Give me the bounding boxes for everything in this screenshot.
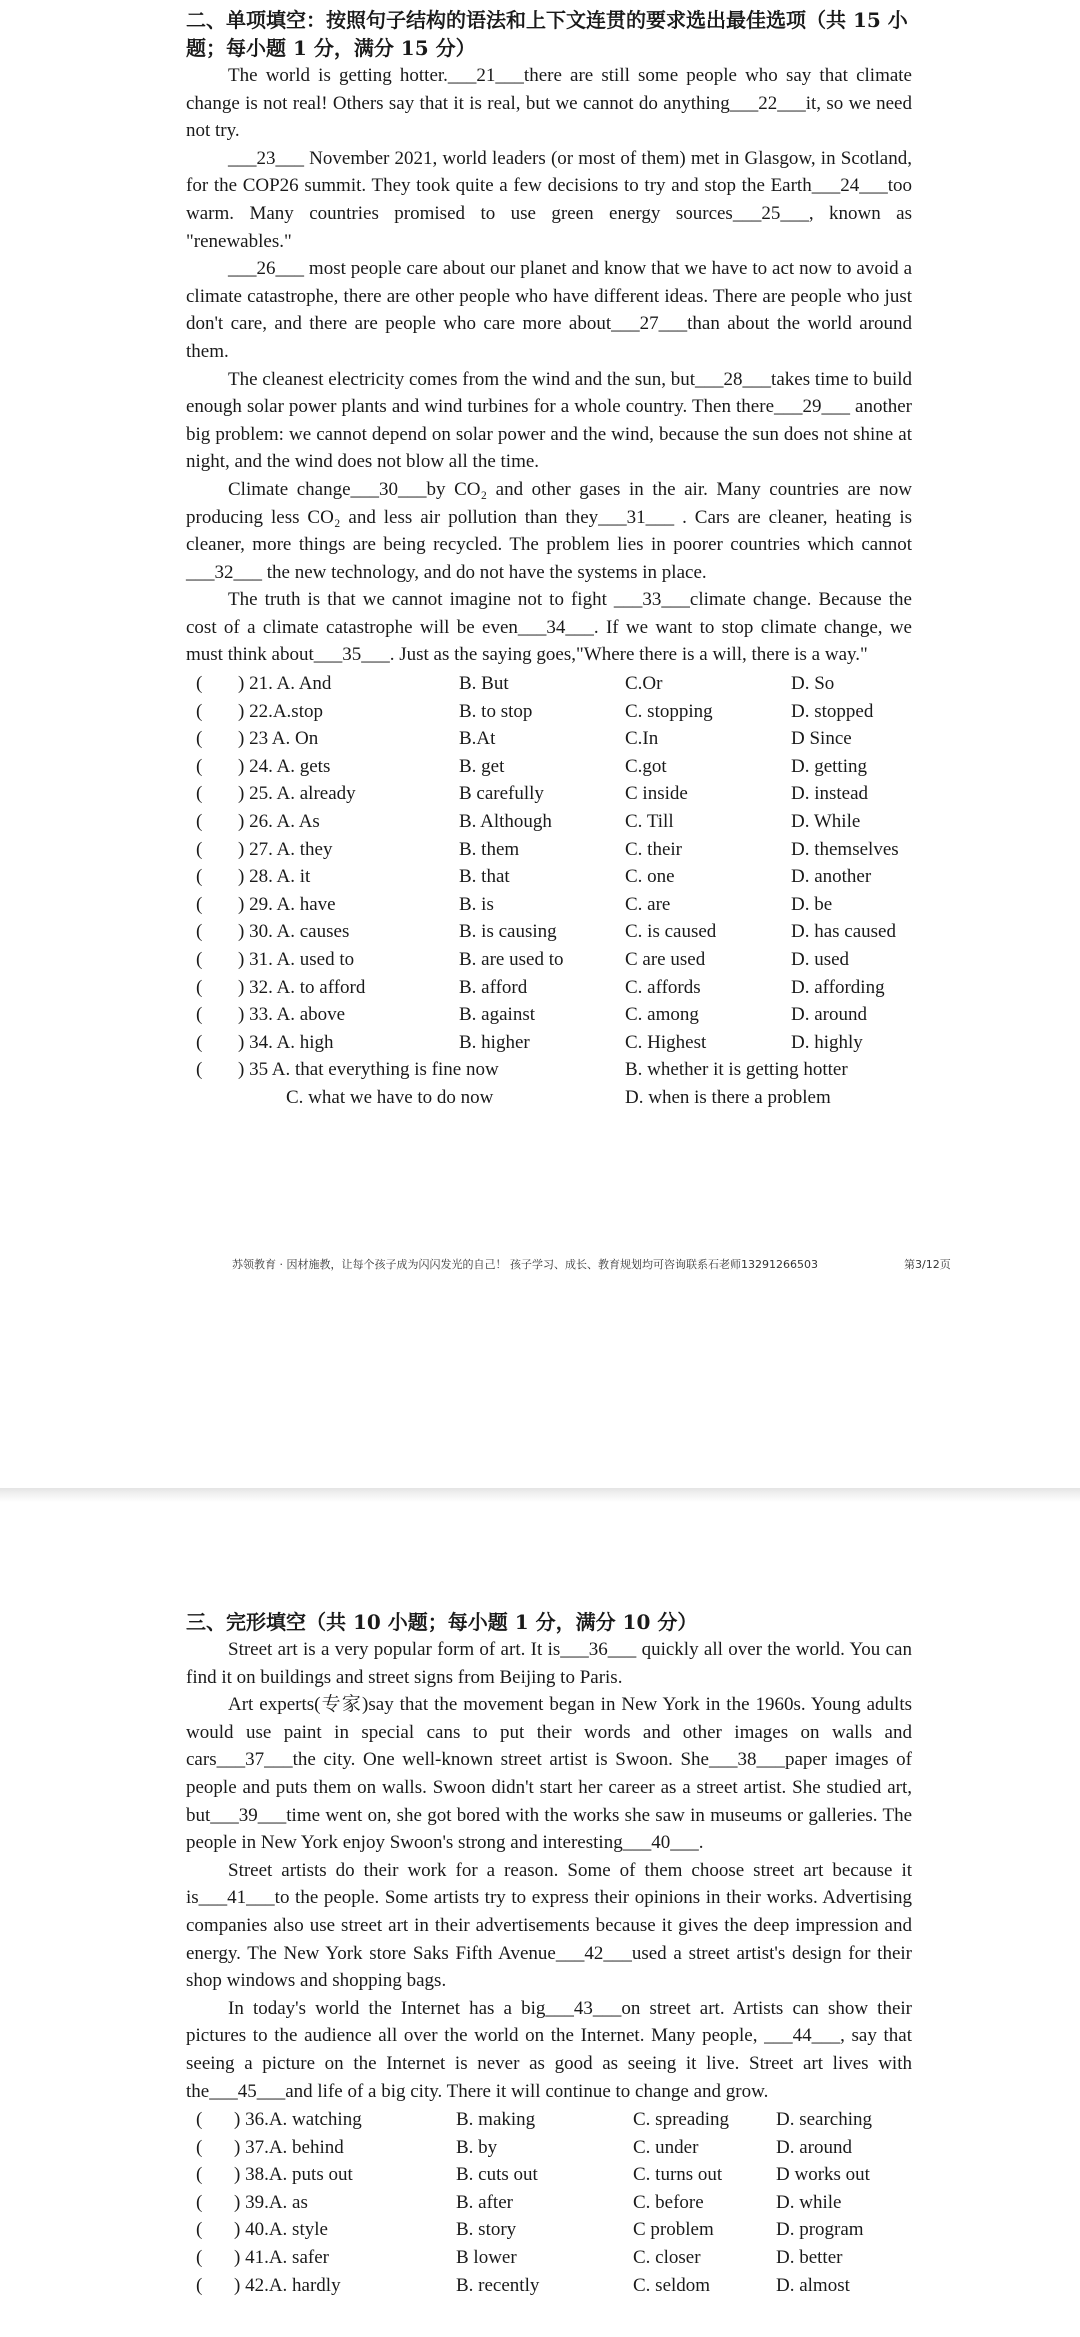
option-c: C. before [633,2191,704,2213]
option-row [186,2216,912,2244]
option-row [186,780,912,808]
passage-paragraph: Street artists do their work for a reason. Some of them choose street art because it is___41___to the people. Some artists try to express their opinions in their works. Advertising companies also use street art in their advertisements because it gives the deep impression and energy. The New York store Saks Fifth Avenue___42___used a street artist's design for their shop windows and shopping bags. [186,1859,912,1992]
option-a: ) 38.A. puts out [234,2164,353,2186]
option-a: ) 34. A. high [238,1031,334,1053]
option-row [186,2161,912,2189]
option-b: B lower [456,2247,517,2269]
option-b: B. is [459,893,494,915]
options-list [186,2106,912,2299]
option-b: B. to stop [459,700,533,722]
option-row [186,725,912,753]
option-row [186,2272,912,2300]
option-row [186,698,912,726]
option-row [186,753,912,781]
option-a: ) 41.A. safer [234,2247,329,2269]
option-b: B. whether it is getting hotter [625,1059,848,1081]
option-d: D. has caused [791,921,896,943]
option-c: C. Till [625,811,674,833]
option-d: D. instead [791,783,869,805]
option-a: ) 21. A. And [238,673,332,695]
option-row [186,1029,912,1057]
option-c: C inside [625,783,688,805]
answer-bracket[interactable]: ( [196,2191,203,2213]
option-d: D. So [791,673,835,695]
option-a: ) 23 A. On [238,728,319,750]
answer-bracket[interactable]: ( [196,1059,203,1081]
option-d: D. stopped [791,700,874,722]
option-b: B. recently [456,2274,540,2296]
option-c: C. one [625,866,675,888]
option-a: ) 26. A. As [238,811,320,833]
option-c: C.Or [625,673,663,695]
option-c: C. is caused [625,921,717,943]
option-b: B. after [456,2191,513,2213]
option-d: D Since [791,728,852,750]
footer-text: 苏领教育 · 因材施教，让每个孩子成为闪闪发光的自己！ 孩子学习、成长、教育规划均可咨询联系石老师13291266503 [232,1258,818,1271]
option-d: D. when is there a problem [625,1086,831,1108]
answer-bracket[interactable]: ( [196,755,203,777]
option-row [186,2244,912,2272]
option-c: C. what we have to do now [286,1086,494,1108]
option-b: B. afford [459,976,528,998]
page-footer [0,1256,1080,1274]
passage-paragraph: Art experts(专家)say that the movement began in New York in the 1960s. Young adults would use paint in special cans to put their words and other images on walls and cars___37___the city. One well-known street artist is Swoon. She___38___paper images of people and puts them on walls. Swoon didn't start her career as a street artist. She studied art, but___39___time went on, she got bored with the works she saw in museums or galleries. The people in New York enjoy Swoon's strong and interesting___40___. [186,1694,912,1854]
answer-bracket[interactable]: ( [196,1031,203,1053]
option-d: D. searching [776,2109,873,2131]
option-row [186,1001,912,1029]
answer-bracket[interactable]: ( [196,838,203,860]
option-row-35b [186,1084,912,1112]
answer-bracket[interactable]: ( [196,2164,203,2186]
option-b: B. making [456,2109,536,2131]
option-row [186,808,912,836]
option-a: ) 31. A. used to [238,949,355,970]
option-row [186,918,912,946]
option-a: ) 32. A. to afford [238,976,366,998]
option-b: B. higher [459,1031,530,1053]
page-number: 第3/12页 [904,1258,951,1271]
option-b: B. by [456,2136,498,2158]
section-2 [186,6,912,1112]
answer-bracket[interactable]: ( [196,866,203,888]
option-d: D. highly [791,1031,863,1053]
option-row [186,946,912,974]
answer-bracket[interactable]: ( [196,1004,203,1026]
option-a: ) 29. A. have [238,893,336,915]
section-3 [186,1608,912,2299]
option-row [186,836,912,864]
option-d: D. program [776,2219,864,2241]
option-c: C. their [625,838,682,860]
answer-bracket[interactable]: ( [196,949,203,970]
option-b: B. is causing [459,921,557,943]
option-row-35 [186,1056,912,1084]
option-b: B. them [459,838,520,860]
option-c: C. closer [633,2247,701,2269]
answer-bracket[interactable]: ( [196,700,203,722]
passage-paragraph: The cleanest electricity comes from the wind and the sun, but___28___takes time to build enough solar power plants and wind turbines for a whole country. Then there___29___ another big problem: we cannot depend on solar power and the wind, because the sun does not shine at night, and the wind does not blow all the time. [186,368,912,473]
option-a: ) 37.A. behind [234,2136,344,2158]
option-row [186,891,912,919]
passage-paragraph: The truth is that we cannot imagine not to fight ___33___climate change. Because the cost of a climate catastrophe will be even___34___. If we want to stop climate change, we must think about___35___. Just as the saying goes,"Where there is a will, there is a way." [186,589,912,666]
option-b: B. cuts out [456,2164,538,2186]
option-b: B. But [459,673,509,695]
option-b: B. are used to [459,949,564,970]
option-a: ) 35 A. that everything is fine now [238,1059,499,1081]
option-row [186,2134,912,2162]
option-d: D. while [776,2191,842,2213]
option-row [186,2189,912,2217]
answer-bracket[interactable]: ( [196,976,203,998]
option-c: C. spreading [633,2109,730,2131]
option-c: C are used [625,949,706,970]
passage-paragraph: ___23___ November 2021, world leaders (or most of them) met in Glasgow, in Scotland, for the COP26 summit. They took quite a few decisions to try and stop the Earth___24___too warm. Many countries promised to use green energy sources___25___, known as "renewables." [186,147,912,252]
answer-bracket[interactable]: ( [196,783,203,805]
answer-bracket[interactable]: ( [196,673,203,695]
answer-bracket[interactable]: ( [196,2247,203,2269]
option-row [186,2106,912,2134]
passage-paragraph: The world is getting hotter.___21___there are still some people who say that climate change is not real! Others say that it is real, but we cannot do anything___22___it, so we need not try. [186,65,912,142]
option-a: ) 24. A. gets [238,755,331,777]
option-c: C. among [625,1004,699,1026]
option-b: B. Although [459,811,552,833]
option-c: C problem [633,2219,714,2241]
answer-bracket[interactable]: ( [196,2136,203,2158]
passage-paragraph: In today's world the Internet has a big___43___on street art. Artists can show their pictures to the audience all over the world on the Internet. Many people, ___44___, say that seeing a picture on the Internet is never as good as seeing it live. Street art lives with the___45___and life of a big city. There it will continue to change and grow. [186,1997,912,2102]
option-c: C. affords [625,976,701,998]
option-a: ) 39.A. as [234,2191,308,2213]
option-d: D. be [791,893,833,915]
option-c: C. are [625,893,671,915]
option-d: D. around [791,1004,867,1026]
option-a: ) 27. A. they [238,838,333,860]
option-c: C.got [625,755,667,777]
option-d: D. affording [791,976,885,998]
answer-bracket[interactable]: ( [196,893,203,915]
option-d: D. better [776,2247,843,2269]
section-2-title: 二、单项填空：按照句子结构的语法和上下文连贯的要求选出最佳选项（共 15 小题；每小题 1 分，满分 15 分） [186,8,908,60]
option-a: ) 42.A. hardly [234,2274,341,2296]
option-a: ) 22.A.stop [238,700,323,722]
option-b: B. get [459,755,505,777]
option-row [186,974,912,1002]
option-a: ) 28. A. it [238,866,311,888]
option-b: B. against [459,1004,535,1026]
option-b: B. story [456,2219,517,2241]
section-3-title: 三、完形填空（共 10 小题；每小题 1 分，满分 10 分） [186,1610,698,1634]
option-d: D. another [791,866,872,888]
page-separator [0,1488,1080,1502]
option-a: ) 25. A. already [238,783,356,805]
option-c: C. stopping [625,700,713,722]
option-b: B carefully [459,783,544,805]
answer-bracket[interactable]: ( [196,2109,203,2131]
options-list [186,670,912,1056]
option-c: C. seldom [633,2274,711,2296]
option-a: ) 40.A. style [234,2219,328,2241]
option-c: C. under [633,2136,699,2158]
option-a: ) 36.A. watching [234,2109,362,2131]
option-b: B. that [459,866,510,888]
answer-bracket[interactable]: ( [196,811,203,833]
option-b: B.At [459,728,496,750]
answer-bracket[interactable]: ( [196,728,203,750]
passage-paragraph: Street art is a very popular form of art. It is___36___ quickly all over the world. You can find it on buildings and street signs from Beijing to Paris. [186,1639,912,1688]
option-a: ) 30. A. causes [238,921,350,943]
answer-bracket[interactable]: ( [196,2274,203,2296]
answer-bracket[interactable]: ( [196,2219,203,2241]
option-row [186,863,912,891]
option-d: D. themselves [791,838,899,860]
option-c: C. turns out [633,2164,723,2186]
option-c: C. Highest [625,1031,707,1053]
passage-paragraph: Climate change___30___by CO₂ and other gases in the air. Many countries are now producing less CO₂ and less air pollution than they___31___ . Cars are cleaner, heating is cleaner, more things are being recycled. The problem lies in poorer countries which cannot ___32___ the new technology, and do not have the systems in place. [186,478,912,583]
option-a: ) 33. A. above [238,1004,346,1026]
page-4 [0,1502,1080,2337]
passage-paragraph: ___26___ most people care about our planet and know that we have to act now to avoid a climate catastrophe, there are other people who have different ideas. There are people who just don't care, and there are people who care more about___27___than about the world around them. [186,258,912,362]
option-d: D works out [776,2164,870,2186]
option-d: D. getting [791,755,867,777]
option-c: C.In [625,728,659,750]
option-d: D. While [791,811,861,833]
option-d: D. used [791,949,850,970]
option-d: D. around [776,2136,852,2158]
answer-bracket[interactable]: ( [196,921,203,943]
option-row [186,670,912,698]
option-d: D. almost [776,2274,850,2296]
